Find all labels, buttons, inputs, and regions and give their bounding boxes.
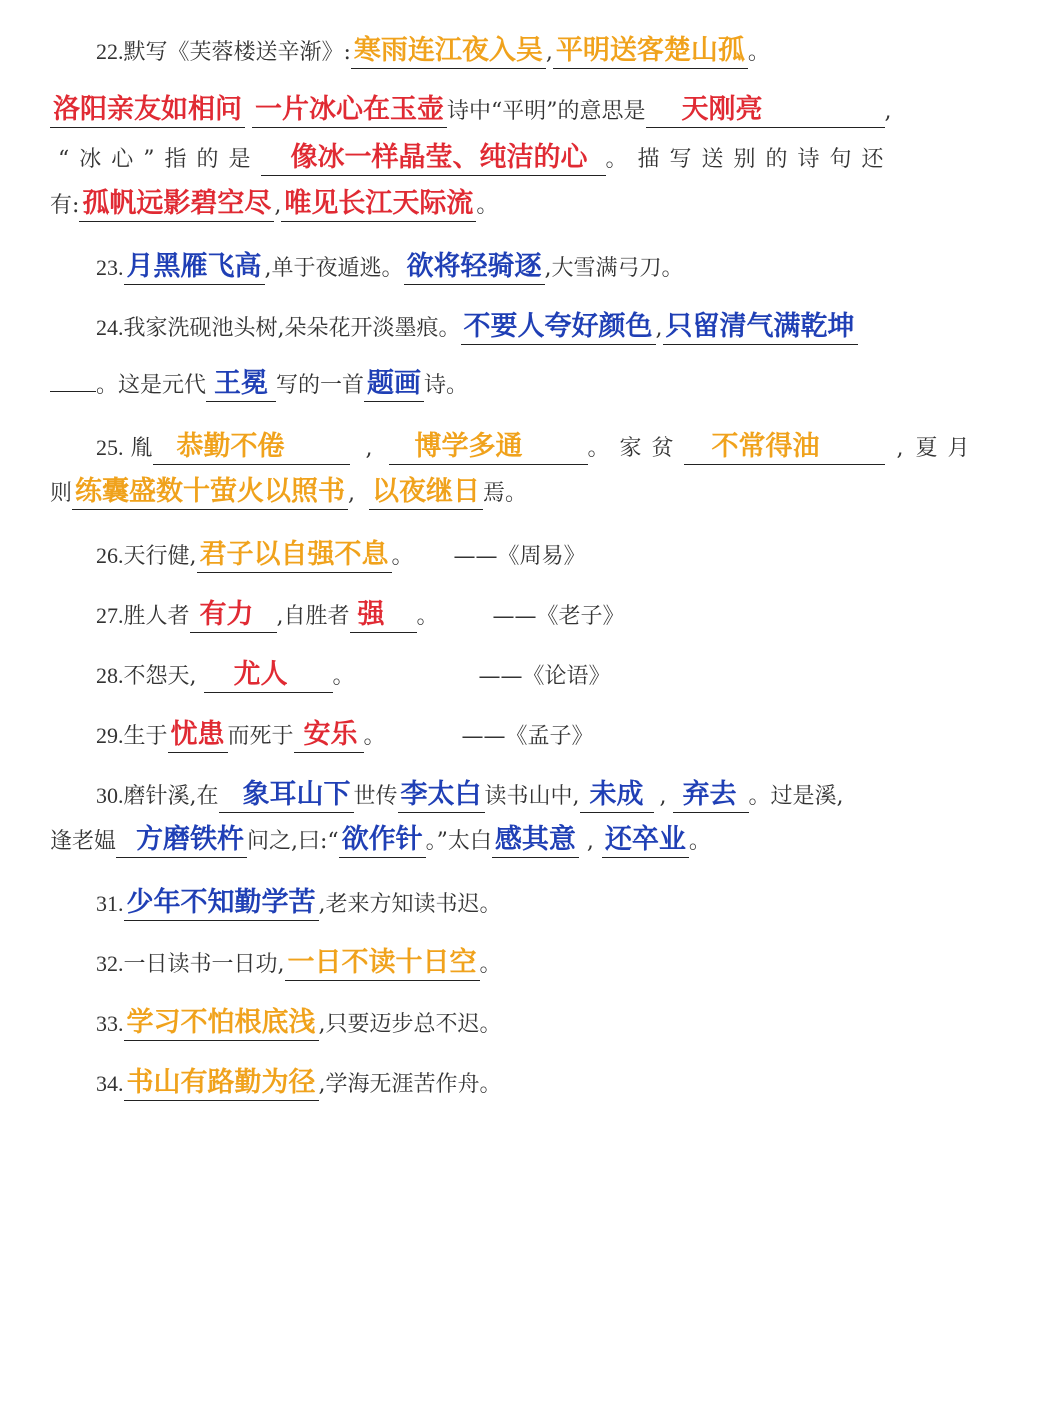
q30-number: 30.	[96, 783, 124, 808]
q27-answer-2: 强	[350, 598, 417, 633]
q30-text-5: 逢老媪	[50, 829, 117, 854]
q25-answer-1: 恭勤不倦	[153, 430, 350, 465]
q24-blank-line	[50, 371, 96, 392]
q22-answer-6: 像冰一样晶莹、纯洁的心	[261, 141, 606, 176]
q33-line	[96, 1004, 1039, 1045]
q25-answer-2: 博学多通	[389, 430, 588, 465]
q25-sep-2: ,	[896, 436, 904, 461]
q25-sep-1: ,	[365, 436, 373, 461]
q34-line	[96, 1064, 1039, 1105]
q29-number: 29.	[96, 723, 124, 748]
q22-text-4: 有:	[50, 193, 80, 218]
q26-source: ——《周易》	[453, 544, 586, 569]
q30-line2	[50, 822, 1039, 862]
q30-text-1: 磨针溪,在	[123, 784, 219, 809]
q25-line1	[96, 428, 1039, 469]
q24-text-4: 诗。	[424, 373, 469, 398]
q29-answer-2: 安乐	[294, 718, 364, 753]
q22-number: 22.	[96, 39, 124, 64]
q24-number: 24.	[96, 315, 124, 340]
q33-number: 33.	[96, 1011, 124, 1036]
q23-line	[96, 248, 1039, 289]
q22-line2	[50, 92, 1039, 132]
q32-text-2: 。	[479, 952, 502, 977]
q34-text-1: ,学海无涯苦作舟。	[318, 1072, 502, 1097]
q32-line	[96, 944, 1039, 985]
q22-text-2: “冰心”指的是	[58, 147, 261, 172]
q28-text-1: 不怨天,	[123, 664, 197, 689]
q22-answer-2: 平明送客楚山孤	[553, 34, 748, 69]
q25-answer-3: 不常得油	[684, 430, 885, 465]
q23-number: 23.	[96, 255, 124, 280]
q33-text-1: ,只要迈步总不迟。	[318, 1012, 502, 1037]
q22-sep-3: ,	[274, 193, 282, 218]
q34-answer-1: 书山有路勤为径	[124, 1066, 319, 1101]
q30-answer-4: 弃去	[673, 778, 749, 813]
q25-answer-4: 练囊盛数十萤火以照书	[72, 475, 348, 510]
q27-text-3: 。	[416, 604, 439, 629]
q22-text-1: 诗中“平明”的意思是	[447, 99, 646, 124]
q22-sep-1: ,	[545, 40, 553, 65]
q30-answer-3: 未成	[580, 778, 654, 813]
q26-answer-1: 君子以自强不息	[197, 538, 392, 573]
q31-number: 31.	[96, 891, 124, 916]
q29-text-3: 。	[363, 724, 386, 749]
q30-line1	[96, 776, 1039, 817]
q29-text-2: 而死于	[227, 724, 294, 749]
q24-answer-2: 只留清气满乾坤	[663, 310, 858, 345]
q28-answer-1: 尤人	[204, 658, 333, 693]
q24-answer-4: 题画	[364, 367, 424, 402]
q26-text-1: 天行健,	[123, 544, 197, 569]
q30-answer-1: 象耳山下	[219, 778, 354, 813]
q22-sep-2: ,	[884, 99, 892, 124]
q28-source: ——《论语》	[478, 664, 611, 689]
q30-sep-1: ,	[659, 784, 667, 809]
q23-text-1: ,单于夜遁逃。	[264, 256, 404, 281]
q23-text-2: ,大雪满弓刀。	[544, 256, 684, 281]
q25-line2	[50, 474, 1039, 514]
q27-number: 27.	[96, 603, 124, 628]
q22-text-3: 。描写送别的诗句还	[605, 147, 894, 172]
q27-text-1: 胜人者	[123, 604, 190, 629]
q25-text-2: 。家贫	[587, 436, 684, 461]
q30-sep-2: ,	[586, 829, 594, 854]
q30-answer-8: 还卒业	[602, 823, 689, 858]
q32-text-1: 一日读书一日功,	[123, 952, 285, 977]
q26-number: 26.	[96, 543, 124, 568]
q30-text-3: 读书山中,	[484, 784, 580, 809]
q30-text-7: 。”太白	[425, 829, 492, 854]
q24-line2	[50, 366, 1039, 406]
q27-source: ——《老子》	[492, 604, 625, 629]
q24-text-1: 我家洗砚池头树,朵朵花开淡墨痕。	[123, 316, 461, 341]
q28-text-2: 。	[332, 664, 355, 689]
q25-text-3: 夏月	[915, 436, 980, 461]
q27-text-2: ,自胜者	[276, 604, 350, 629]
q23-answer-2: 欲将轻骑逐	[404, 250, 545, 285]
q31-text-1: ,老来方知读书迟。	[318, 892, 502, 917]
q22-prompt: 默写《芙蓉楼送辛渐》:	[123, 40, 351, 65]
q30-text-2: 世传	[353, 784, 398, 809]
q32-number: 32.	[96, 951, 124, 976]
q34-number: 34.	[96, 1071, 124, 1096]
q30-answer-5: 方磨铁杵	[116, 823, 247, 858]
q25-sep-3: ,	[348, 481, 356, 506]
q22-line4	[50, 186, 1039, 226]
q24-sep-1: ,	[655, 316, 663, 341]
q27-answer-1: 有力	[190, 598, 277, 633]
q25-text-5: 焉。	[483, 481, 528, 506]
q23-answer-1: 月黑雁飞高	[124, 250, 265, 285]
q24-text-3: 写的一首	[276, 373, 365, 398]
q30-answer-7: 感其意	[492, 823, 579, 858]
q29-text-1: 生于	[123, 724, 168, 749]
q22-line1	[96, 32, 1039, 73]
q29-source: ——《孟子》	[461, 724, 594, 749]
q24-line1	[96, 308, 1039, 349]
q28-line	[96, 656, 1039, 697]
q30-text-6: 问之,曰:“	[247, 829, 339, 854]
q31-answer-1: 少年不知勤学苦	[124, 886, 319, 921]
q22-answer-4: 一片冰心在玉壶	[252, 93, 447, 128]
q22-answer-5: 天刚亮	[646, 93, 885, 128]
q31-line	[96, 884, 1039, 925]
q22-answer-7: 孤帆远影碧空尽	[79, 187, 274, 222]
q30-text-4: 。过是溪,	[748, 784, 844, 809]
q22-end-2: 。	[476, 193, 499, 218]
q30-answer-2: 李太白	[398, 778, 485, 813]
q26-text-2: 。	[391, 544, 414, 569]
q22-answer-1: 寒雨连江夜入吴	[351, 34, 546, 69]
q33-answer-1: 学习不怕根底浅	[124, 1006, 319, 1041]
q27-line	[96, 596, 1039, 637]
q29-answer-1: 忧患	[168, 718, 228, 753]
q25-number: 25.	[96, 435, 124, 460]
q30-answer-6: 欲作针	[339, 823, 426, 858]
q28-number: 28.	[96, 663, 124, 688]
q22-answer-3: 洛阳亲友如相问	[50, 93, 245, 128]
q24-text-2: 。这是元代	[96, 373, 207, 398]
q24-answer-1: 不要人夸好颜色	[461, 310, 656, 345]
q25-answer-5: 以夜继日	[369, 475, 483, 510]
q32-answer-1: 一日不读十日空	[285, 946, 480, 981]
q25-text-1: 胤	[130, 436, 153, 461]
q22-line3	[58, 140, 1039, 180]
q30-text-8: 。	[688, 829, 711, 854]
q29-line	[96, 716, 1039, 757]
q26-line	[96, 536, 1039, 577]
q22-end-1: 。	[747, 40, 770, 65]
q25-text-4: 则	[50, 481, 73, 506]
q24-answer-3: 王冕	[206, 367, 276, 402]
q22-answer-8: 唯见长江天际流	[281, 187, 476, 222]
